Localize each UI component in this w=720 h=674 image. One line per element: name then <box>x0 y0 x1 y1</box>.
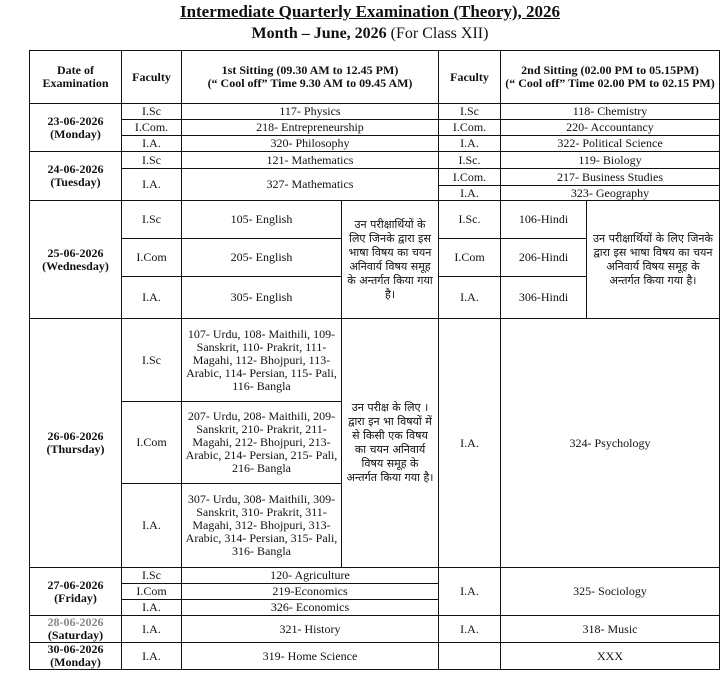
date-cell-24-06: 24-06-2026 (Tuesday) <box>30 152 122 201</box>
faculty-cell: I.A. <box>122 136 182 152</box>
language-note-cell: उन परीक्षार्थियों के लिए जिनके द्वारा इस भाषा विषय का चयन अनिवार्य विषय समूह के अन्तर्गत किया गया है। <box>587 201 720 319</box>
faculty-cell: I.Com <box>122 402 182 484</box>
row-24-06-b <box>30 169 720 186</box>
faculty-cell: I.A. <box>439 136 501 152</box>
faculty-cell: I.A. <box>122 277 182 319</box>
faculty-cell: I.A. <box>122 600 182 616</box>
faculty-cell: I.A. <box>122 169 182 201</box>
row-23-06-b <box>30 120 720 136</box>
subject-cell: 206-Hindi <box>501 239 587 277</box>
subject-cell: 121- Mathematics <box>182 152 439 169</box>
row-23-06-c <box>30 136 720 152</box>
faculty-cell: I.Sc <box>122 319 182 402</box>
language-note-cell: उन परीक्ष के लिए । द्वारा इन भा विषयों में से किसी एक विषय का चयन अनिवार्य विषय समूह के अन्तर्गत किया गया है। <box>342 319 439 568</box>
subject-cell: 305- English <box>182 277 342 319</box>
header-row <box>30 51 720 104</box>
subject-cell: 218- Entrepreneurship <box>182 120 439 136</box>
document-title: Intermediate Quarterly Examination (Theory), 2026 <box>179 2 561 21</box>
faculty-cell: I.A. <box>439 277 501 319</box>
row-26-06-a <box>30 319 720 402</box>
faculty-cell: I.Com. <box>439 169 501 186</box>
subject-cell: 327- Mathematics <box>182 169 439 201</box>
subject-cell: 318- Music <box>501 616 720 643</box>
subject-cell: 324- Psychology <box>501 319 720 568</box>
date-cell-30-06: 30-06-2026 (Monday) <box>30 643 122 670</box>
subject-cell: 219-Economics <box>182 584 439 600</box>
subject-cell: 325- Sociology <box>501 568 720 616</box>
faculty-cell: I.A. <box>439 616 501 643</box>
date-cell-28-06: 28-06-2026 (Saturday) <box>30 616 122 643</box>
faculty-cell: I.Sc <box>122 104 182 120</box>
subject-cell: 105- English <box>182 201 342 239</box>
row-30-06 <box>30 643 720 670</box>
schedule-table <box>29 50 720 670</box>
date-cell-27-06: 27-06-2026 (Friday) <box>30 568 122 616</box>
row-27-06-a <box>30 568 720 584</box>
subject-cell: 106-Hindi <box>501 201 587 239</box>
subject-cell: 220- Accountancy <box>501 120 720 136</box>
header-faculty-2: Faculty <box>439 51 501 104</box>
subject-cell: 319- Home Science <box>182 643 439 670</box>
faculty-cell: I.Com. <box>439 120 501 136</box>
date-cell-26-06: 26-06-2026 (Thursday) <box>30 319 122 568</box>
subject-cell: 306-Hindi <box>501 277 587 319</box>
faculty-cell: I.Com. <box>122 120 182 136</box>
subject-cell: 323- Geography <box>501 186 720 201</box>
subtitle-month: Month – June, 2026 <box>251 25 387 42</box>
subject-cell: 120- Agriculture <box>182 568 439 584</box>
faculty-cell: I.Com <box>122 239 182 277</box>
date-cell-25-06: 25-06-2026 (Wednesday) <box>30 201 122 319</box>
faculty-cell: I.Sc. <box>439 201 501 239</box>
faculty-cell: I.Com <box>122 584 182 600</box>
faculty-cell: I.Sc <box>439 104 501 120</box>
subject-cell: 321- History <box>182 616 439 643</box>
row-25-06-a <box>30 201 720 239</box>
date-cell-23-06: 23-06-2026 (Monday) <box>30 104 122 152</box>
subject-cell: 217- Business Studies <box>501 169 720 186</box>
header-sitting-1: 1st Sitting (09.30 AM to 12.45 PM) (“ Cool off” Time 9.30 AM to 09.45 AM) <box>182 51 439 104</box>
subject-cell: 320- Philosophy <box>182 136 439 152</box>
faculty-cell: I.A. <box>122 484 182 568</box>
faculty-cell <box>439 643 501 670</box>
subject-cell: 207- Urdu, 208- Maithili, 209- Sanskrit, 210- Prakrit, 211- Magahi, 212- Bhojpuri, 213- Arabic, 214- Persian, 215- Pali, 216- Bangla <box>182 402 342 484</box>
header-date: Date of Examination <box>30 51 122 104</box>
faculty-cell: I.A. <box>439 319 501 568</box>
document-subtitle <box>0 25 720 43</box>
faculty-cell: I.A. <box>439 568 501 616</box>
faculty-cell: I.Sc <box>122 201 182 239</box>
faculty-cell: I.A. <box>439 186 501 201</box>
subject-cell: 118- Chemistry <box>501 104 720 120</box>
row-28-06 <box>30 616 720 643</box>
language-note-cell: उन परीक्षार्थियों के लिए जिनके द्वारा इस भाषा विषय का चयन अनिवार्य विषय समूह के अन्तर्गत किया गया है। <box>342 201 439 319</box>
subject-cell: 117- Physics <box>182 104 439 120</box>
faculty-cell: I.A. <box>122 616 182 643</box>
subject-cell: XXX <box>501 643 720 670</box>
subject-cell: 326- Economics <box>182 600 439 616</box>
header-sitting-2: 2nd Sitting (02.00 PM to 05.15PM) (“ Cool off” Time 02.00 PM to 02.15 PM) <box>501 51 720 104</box>
subject-cell: 107- Urdu, 108- Maithili, 109- Sanskrit, 110- Prakrit, 111- Magahi, 112- Bhojpuri, 113- Arabic, 114- Persian, 115- Pali, 116- Bangla <box>182 319 342 402</box>
subject-cell: 307- Urdu, 308- Maithili, 309- Sanskrit, 310- Prakrit, 311- Magahi, 312- Bhojpuri, 313- Arabic, 314- Persian, 315- Pali, 316- Bangla <box>182 484 342 568</box>
subject-cell: 119- Biology <box>501 152 720 169</box>
subject-cell: 322- Political Science <box>501 136 720 152</box>
subtitle-class: (For Class XII) <box>386 25 489 42</box>
subject-cell: 205- English <box>182 239 342 277</box>
faculty-cell: I.A. <box>122 643 182 670</box>
header-faculty-1: Faculty <box>122 51 182 104</box>
row-23-06-a <box>30 104 720 120</box>
row-24-06-a <box>30 152 720 169</box>
faculty-cell: I.Com <box>439 239 501 277</box>
faculty-cell: I.Sc <box>122 568 182 584</box>
faculty-cell: I.Sc. <box>439 152 501 169</box>
faculty-cell: I.Sc <box>122 152 182 169</box>
